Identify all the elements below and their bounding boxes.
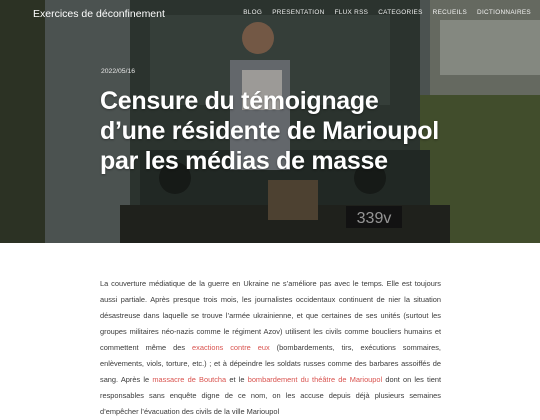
nav-item-rss[interactable]: FLUX RSS (334, 9, 369, 16)
top-navbar (0, 0, 540, 28)
site-brand-link[interactable]: Exercices de déconfinement (33, 8, 165, 20)
post-date: 2022/05/16 (101, 68, 136, 75)
post-title: Censure du témoignage d’une résidente de Marioupol par les médias de masse (100, 87, 439, 175)
link-exactions[interactable]: exactions contre eux (192, 343, 270, 352)
nav-item-presentation[interactable]: PRESENTATION (272, 9, 325, 16)
link-boutcha[interactable]: massacre de Boutcha (152, 375, 227, 384)
paragraph-text-4: dont on les tient responsables sans enquête digne de ce nom, on les accuse depuis déjà plusieurs semaines d’empêcher l’évacuation des civils de la ville Marioupol (100, 375, 442, 416)
article-body (100, 276, 441, 420)
link-theatre-marioupol[interactable]: bombardement du théâtre de Marioupol (247, 375, 383, 384)
article-paragraph (100, 276, 441, 420)
nav-menu (233, 9, 531, 16)
license-plate: 339v (356, 210, 392, 227)
nav-item-blog[interactable]: BLOG (243, 9, 263, 16)
paragraph-text-3: et le (226, 375, 248, 384)
paragraph-text-2: (bombardements, tirs, exécutions sommaires, enlèvements, viols, torture, etc.) ; et à dépeindre les soldats russes comme des barbares assoiffés de sang. Après le (100, 343, 441, 384)
nav-item-categories[interactable]: CATEGORIES (378, 9, 423, 16)
nav-item-dictionnaires[interactable]: DICTIONNAIRES (477, 9, 531, 16)
paragraph-text-1: La couverture médiatique de la guerre en Ukraine ne s’améliore pas avec le temps. Elle est toujours aussi partiale. Après presque trois mois, les journalistes occidentaux continuent de nier la situation désastreuse dans laquelle se trouve l’armée ukrainienne, et que certaines de ses unités (surtout les groupes militaires néo-nazis comme le régiment Azov) utilisent les civils comme boucliers humains et commettent même des (100, 279, 441, 352)
nav-item-recueils[interactable]: RECUEILS (432, 9, 468, 16)
